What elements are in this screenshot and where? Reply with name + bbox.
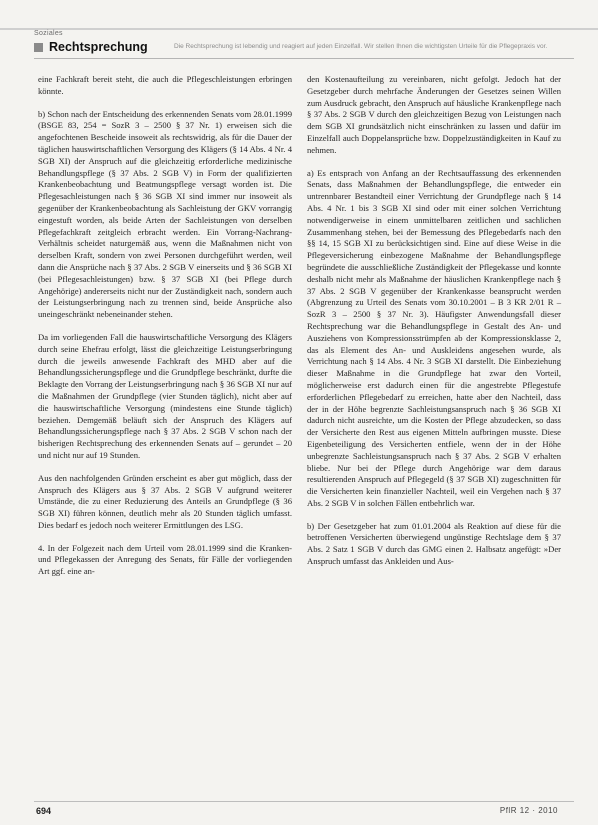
- paragraph: b) Schon nach der Entscheidung des erkennenden Senats vom 28.01.1999 (BSGE 83, 254 = SozR 3 – 2500 § 37 Nr. 1) erweisen sich die angefochtenen Bescheide insoweit als rechtswidrig, als für die Dauer der täglichen hauswirtschaftlichen Versorgung des Klägers (§ 14 Abs. 4 Nr. 4 SGB XI) der Anspruch auf die gleichzeitig erforderliche medizinische Behandlungspflege (§ 37 Abs. 2 SGB V) in Form der qualifizierten Krankenbeobachtung und Beatmungspflege versagt worden ist. Die Pflegesachleistungen nach § 36 SGB XI sind immer nur insoweit als gegenüber der Krankenbeobachtung als Sachleistung der GKV vorrangig eingestuft worden, als beide Arten der Sachleistungen von derselben Pflegefachkraft zeitgleich erbracht werden. Ein Vorrang-Nachrang-Verhältnis scheidet naturgemäß aus, wenn die Maßnahmen nicht von derselben Kraft, sondern von zwei Personen durchgeführt werden, weil dann die Ansprüche nach § 37 Abs. 2 SGB V einerseits und § 36 SGB XI (bei Pflegesachleistungen) bzw. § 37 SGB XI (bei Pflege durch Angehörige) andererseits nicht nur der Zuständigkeit nach, sondern auch der Leistungserbringung nach zu trennen sind, beide Ansprüche also uneingeschränkt nebeneinander stehen.: [38, 108, 292, 320]
- footer-rule: [34, 801, 574, 802]
- paragraph: 4. In der Folgezeit nach dem Urteil vom 28.01.1999 sind die Kranken- und Pflegekassen der Anregung des Senats, für Fälle der vorliegenden Art ggf. eine an-: [38, 542, 292, 577]
- top-rule: [0, 28, 598, 30]
- header-subtitle: Die Rechtsprechung ist lebendig und reagiert auf jeden Einzelfall. Wir stellen Ihnen die wichtigsten Urteile für die Pflegepraxis vor.: [174, 43, 548, 50]
- header-marker-icon: [34, 43, 43, 52]
- header-rule: [34, 58, 574, 59]
- page-number: 694: [36, 806, 52, 816]
- paragraph: b) Der Gesetzgeber hat zum 01.01.2004 als Reaktion auf diese für die betroffenen Versicherten überwiegend ungünstige Rechtslage dem § 37 Abs. 2 Satz 1 SGB V durch das GMG einen 2. Halbsatz angefügt: »Der Anspruch umfasst das Ankleiden und Aus-: [307, 520, 561, 567]
- section-label: Soziales: [34, 30, 63, 37]
- paragraph: Da im vorliegenden Fall die hauswirtschaftliche Versorgung des Klägers durch seine Ehefrau erfolgt, lässt die gleichzeitige Leistungserbringung durch die jeweils anwesende Fachkraft des MHD aber auf die Behandlungssicherungspflege und die Grundpflege beschränkt, durfte die Beklagte den Vorrang der Leistungserbringung nach § 36 SGB XI nur auf die Maßnahmen der Grundpflege (vier Stunden täglich), nicht aber auf die hauswirtschaftliche Versorgung (mindestens eine Stunde täglich) beziehen. Demgemäß beläuft sich der Anspruch des Klägers auf Behandlungssicherungspflege nach § 37 Abs. 2 SGB V schon nach der bisherigen Rechtsprechung des erkennenden Senats auf – gerundet – 20 und nicht nur auf 19 Stunden.: [38, 331, 292, 460]
- right-column: [307, 74, 561, 579]
- paragraph: den Kostenaufteilung zu vereinbaren, nicht gefolgt. Jedoch hat der Gesetzgeber durch mehrfache Änderungen der Gesetzes seinen Willen zum Ausdruck gebracht, den Anspruch auf häusliche Krankenpflege nach § 37 Abs. 2 SGB V durch den gleichzeitigen Bezug von Leistungen nach dem SGB XI grundsätzlich nicht einschränken zu lassen und dafür im Einzelfall auch Doppelansprüche bzw. Doppelzuständigkeiten in Kauf zu nehmen.: [307, 74, 561, 155]
- paragraph: eine Fachkraft bereit steht, die auch die Pflegeschleistungen erbringen könnte.: [38, 74, 292, 96]
- header-title: Rechtsprechung: [49, 40, 148, 54]
- journal-reference: PflR 12 · 2010: [499, 806, 558, 815]
- paragraph: Aus den nachfolgenden Gründen erscheint es aber gut möglich, dass der Anspruch des Klägers aus § 37 Abs. 2 SGB V aufgrund weiterer Umstände, die zu einer Reduzierung des Anteils an Grundpflege (§ 36 SGB XI) führen können, deutlich mehr als 20 Stunden täglich umfasst. Dies bedarf es jedoch noch weiterer Ermittlungen des LSG.: [38, 472, 292, 530]
- section-header: [34, 40, 574, 56]
- paragraph: a) Es entsprach von Anfang an der Rechtsauffassung des erkennenden Senats, dass Maßnahmen der Behandlungspflege, die entweder ein untrennbarer Bestandteil einer Verrichtung der Grundpflege nach § 14 Abs. 4 Nr. 1 bis 3 SGB XI sind oder mit einer solchen Verrichtung notwendigerweise in einem unmittelbaren zeitlichen und sachlichen Zusammenhang stehen, bei der Bemessung des Pflegebedarfs nach den §§ 14, 15 SGB XI zu berücksichtigen sind. Eine auf diese Weise in die Pflegeversicherung einbezogene Maßnahme der Behandlungspflege begründete die ausschließliche Zuständigkeit der Pflegekasse und konnte deshalb nicht mehr als Maßnahme der häuslichen Krankenpflege nach § 37 Abs. 2 SGB V gegenüber der Krankenkasse beansprucht werden (Abgrenzung zu Urteil des Senats vom 30.10.2001 – B 3 KR 2/01 R – SozR 3 – 2500 § 37 Nr. 3). Häufigster Anwendungsfall dieser Rechtsprechung war die Behandlungspflege in Gestalt des An- und Ausziehens von Kompressionsstrümpfen ab der Kompressionsklasse 2, das als Element des An- und Auskleidens angesehen wurde, als Verrichtung nach § 14 Abs. 4 Nr. 3 SGB XI darstellt. Die Einbeziehung dieser Maßnahme in die Grundpflege hat zwar den Vorteil, möglicherweise erst dadurch einen für die angestrebte Pflegestufe erforderlichen Pflegebedarf zu erreichen, hatte aber den Nachteil, dass der in der Höhe begrenzte Sachleistungsanspruch nach § 36 SGB XI dadurch nicht ausreichte, um die Kosten der Pflege abzudecken, so dass der Versicherte den Rest aus eigenen Mitteln aufbringen musste. Diese Eigenbeteiligung des Versicherten entfiele, wenn der in der Höhe unbegrenzte Sachleistungsanspruch nach § 37 Abs. 2 SGB V erhalten bliebe. Nur bei der Pflege durch Angehörige war dem daraus resultierenden Anspruch auf Pflegegeld (§ 37 SGB XI) zugeschnitten für die Versicherten kein finanzieller Nachteil, weil ein Vergehen nach § 37 Abs. 2 SGB V in solchen Fällen entbehrlich war.: [307, 167, 561, 508]
- left-column: [38, 74, 292, 589]
